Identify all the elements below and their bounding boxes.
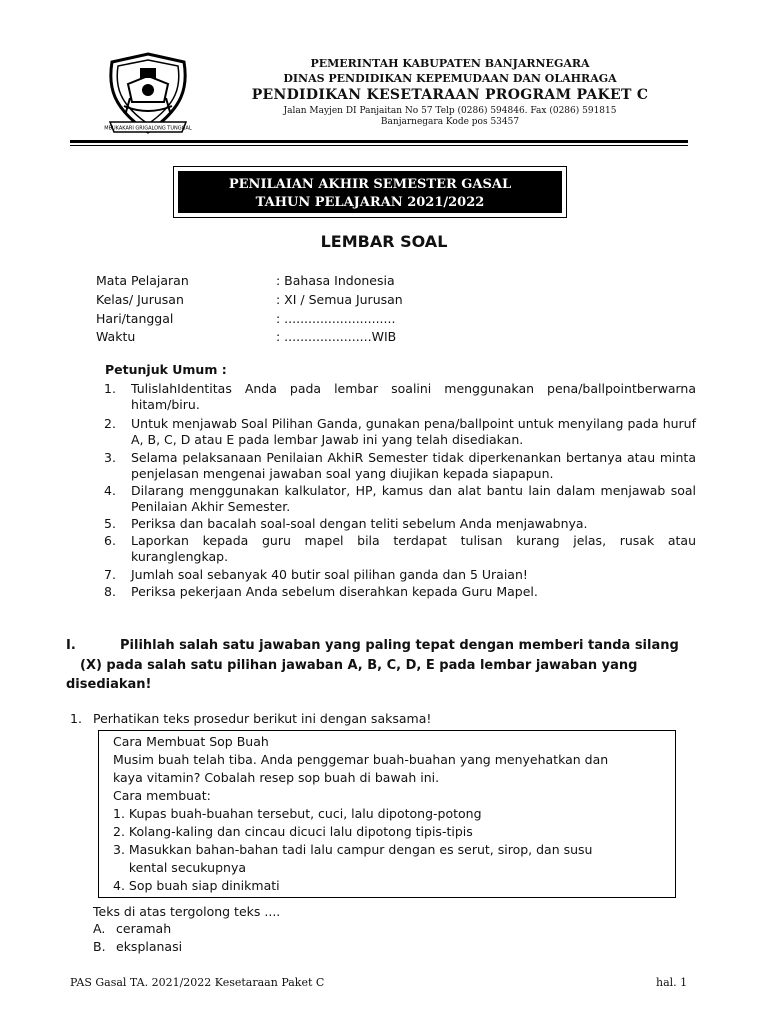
procedure-step: 2. Kolang-kaling dan cincau dicuci lalu dipotong tipis-tipis xyxy=(113,824,473,839)
procedure-line: kaya vitamin? Cobalah resep sop buah di bawah ini. xyxy=(113,770,440,785)
info-label-date: Hari/tanggal xyxy=(96,311,174,326)
header-divider-thick xyxy=(70,140,688,143)
procedure-text-box xyxy=(98,730,676,898)
header-government: PEMERINTAH KABUPATEN BANJARNEGARA xyxy=(310,57,590,70)
instructions-title: Petunjuk Umum : xyxy=(105,362,227,377)
footer-exam-label: PAS Gasal TA. 2021/2022 Kesetaraan Paket C xyxy=(70,976,325,989)
instruction-text: Dilarang menggunakan kalkulator, HP, kamus dan alat bantu lain dalam menjawab soal Penilaian Akhir Semester. xyxy=(131,483,696,514)
info-value-class: : XI / Semua Jurusan xyxy=(276,292,403,307)
procedure-step: 3. Masukkan bahan-bahan tadi lalu campur dengan es serut, sirop, dan susu xyxy=(113,842,593,857)
info-value-time: : ......................WIB xyxy=(276,329,397,344)
section-instruction-line1: Pilihlah salah satu jawaban yang paling tepat dengan memberi tanda silang xyxy=(120,638,679,653)
exam-title-line2: TAHUN PELAJARAN 2021/2022 xyxy=(255,195,485,210)
instruction-number: 8. xyxy=(104,584,116,599)
exam-title-line1: PENILAIAN AKHIR SEMESTER GASAL xyxy=(228,177,512,192)
instruction-number: 5. xyxy=(104,516,116,531)
option-text-b: eksplanasi xyxy=(116,939,183,954)
question-prompt: Perhatikan teks prosedur berikut ini dengan saksama! xyxy=(93,711,432,726)
procedure-line: Musim buah telah tiba. Anda penggemar buah-buahan yang menyehatkan dan xyxy=(113,752,609,767)
section-instruction-line3: disediakan! xyxy=(66,677,152,692)
instruction-text: Periksa dan bacalah soal-soal dengan teliti sebelum Anda menjawabnya. xyxy=(131,516,588,531)
instruction-number: 4. xyxy=(104,483,116,498)
info-label-class: Kelas/ Jurusan xyxy=(96,292,184,307)
procedure-step: 1. Kupas buah-buahan tersebut, cuci, lalu dipotong-potong xyxy=(113,806,482,821)
page-number: hal. 1 xyxy=(656,976,688,989)
section-heading xyxy=(66,636,696,655)
header-postcode: Banjarnegara Kode pos 53457 xyxy=(380,117,520,127)
section-number: I. xyxy=(66,638,76,653)
exam-title-banner xyxy=(178,171,562,213)
option-letter-a: A. xyxy=(93,921,106,936)
header-address: Jalan Mayjen DI Panjaitan No 57 Telp (0286) 594846. Fax (0286) 591815 xyxy=(283,106,617,116)
section-instruction-line2: (X) pada salah satu pilihan jawaban A, B, C, D, E pada lembar jawaban yang xyxy=(80,658,638,673)
instruction-number: 1. xyxy=(104,381,116,396)
header-department: DINAS PENDIDIKAN KEPEMUDAAN DAN OLAHRAGA xyxy=(283,72,617,85)
question-number: 1. xyxy=(70,711,82,726)
logo-ribbon-text: MBUKAKARI GRIGALONG TUNGGAL xyxy=(104,125,192,132)
instruction-text: Laporkan kepada guru mapel bila terdapat tulisan kurang jelas, rusak atau kuranglengkap. xyxy=(131,533,696,564)
procedure-line: Cara membuat: xyxy=(113,788,211,803)
instruction-number: 7. xyxy=(104,567,116,582)
procedure-step: kental secukupnya xyxy=(113,860,246,875)
info-label-subject: Mata Pelajaran xyxy=(96,273,189,288)
instruction-text: TulislahIdentitas Anda pada lembar soalini menggunakan pena/ballpointberwarna hitam/biru. xyxy=(131,381,696,412)
instruction-number: 6. xyxy=(104,533,116,548)
instruction-number: 2. xyxy=(104,416,116,431)
info-value-date: : ............................ xyxy=(276,311,396,326)
procedure-step: 4. Sop buah siap dinikmati xyxy=(113,878,280,893)
page-title: LEMBAR SOAL xyxy=(320,232,448,251)
instruction-text: Selama pelaksanaan Penilaian AkhiR Semester tidak diperkenankan bertanya atau minta penjelasan mengenai jawaban soal yang diujikan kepada siapapun. xyxy=(131,450,696,481)
header-divider-thin xyxy=(70,145,688,146)
instruction-number: 3. xyxy=(104,450,116,465)
exam-title-box xyxy=(173,166,567,218)
instruction-text: Untuk menjawab Soal Pilihan Ganda, gunakan pena/ballpoint untuk menyilang pada huruf A, B, C, D atau E pada lembar Jawab ini yang telah disediakan. xyxy=(131,416,696,447)
option-letter-b: B. xyxy=(93,939,106,954)
info-label-time: Waktu xyxy=(96,329,136,344)
info-value-subject: : Bahasa Indonesia xyxy=(276,273,395,288)
banjarnegara-emblem-icon xyxy=(104,52,192,138)
option-text-a: ceramah xyxy=(116,921,172,936)
procedure-title: Cara Membuat Sop Buah xyxy=(113,734,269,749)
question-text: Teks di atas tergolong teks .... xyxy=(93,904,281,919)
instruction-text: Periksa pekerjaan Anda sebelum diserahkan kepada Guru Mapel. xyxy=(131,584,538,599)
header-program: PENDIDIKAN KESETARAAN PROGRAM PAKET C xyxy=(251,87,649,103)
instruction-text: Jumlah soal sebanyak 40 butir soal pilihan ganda dan 5 Uraian! xyxy=(131,567,528,582)
